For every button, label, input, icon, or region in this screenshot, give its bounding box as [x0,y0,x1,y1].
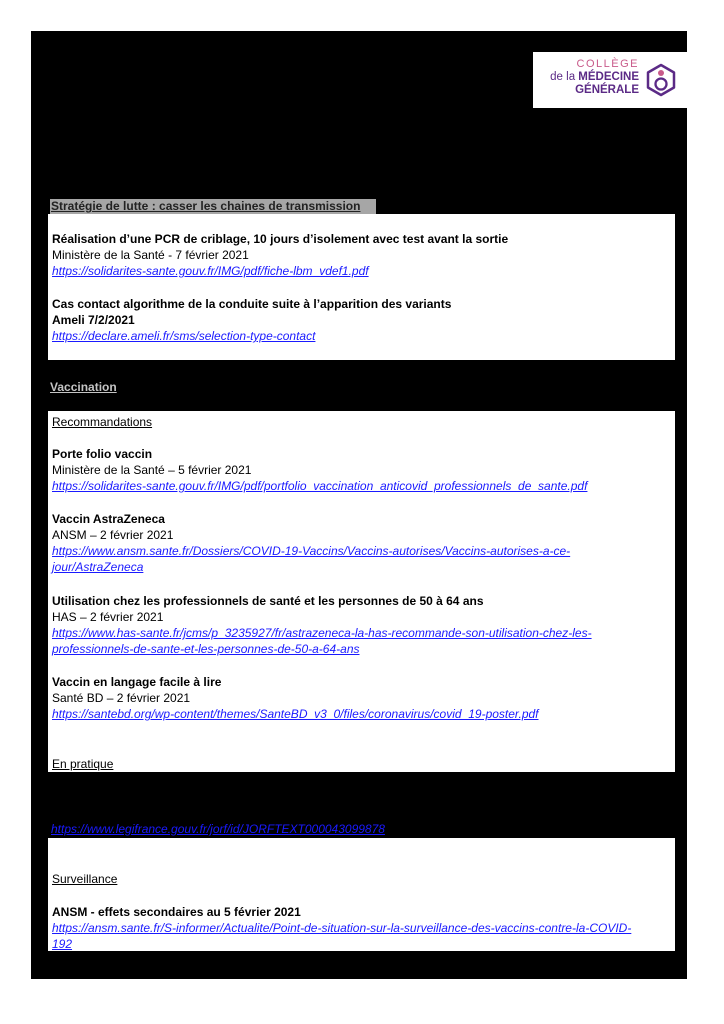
en-pratique-label: En pratique [52,757,114,771]
surveillance-item-ansm [52,904,631,952]
item-link-line-1[interactable]: https://www.ansm.sante.fr/Dossiers/COVID-19-Vaccins/Vaccins-autorises/Vaccins-autorises-a-ce- [52,544,571,558]
strategy-item-pcr [52,231,508,279]
item-source: HAS – 2 février 2021 [52,610,164,624]
logo-line-1: COLLÈGE [576,58,639,70]
item-title: Vaccin en langage facile à lire [52,675,222,689]
item-title: Réalisation d’une PCR de criblage, 10 jours d’isolement avec test avant la sortie [52,232,509,246]
item-source: Santé BD – 2 février 2021 [52,691,191,705]
vaccination-box [48,411,675,772]
item-link-line-1[interactable]: https://www.has-sante.fr/jcms/p_3235927/fr/astrazeneca-la-has-recommande-son-utilisation-chez-les- [52,626,592,640]
item-title: ANSM - effets secondaires au 5 février 2021 [52,905,301,919]
logo-text [550,58,639,97]
item-source: Ministère de la Santé – 5 février 2021 [52,463,252,477]
item-source: Ameli 7/2/2021 [52,313,135,327]
item-link-line-2[interactable]: professionnels-de-sante-et-les-personnes-de-50-a-64-ans [52,642,360,656]
item-link[interactable]: https://declare.ameli.fr/sms/selection-type-contact [52,329,316,343]
vaccin-item-santebd [52,674,539,722]
surveillance-box [48,838,675,951]
logo-line-2a: de la [550,71,579,83]
vaccin-item-portfolio [52,446,587,494]
item-title: Utilisation chez les professionnels de santé et les personnes de 50 à 64 ans [52,594,484,608]
strategy-box [48,214,675,360]
vaccin-item-has [52,593,592,657]
item-link-line-2[interactable]: 192 [52,937,73,951]
item-link-line-1[interactable]: https://ansm.sante.fr/S-informer/Actualite/Point-de-situation-sur-la-surveillance-des-vaccins-contre-la-COVID- [52,921,632,935]
item-link[interactable]: https://santebd.org/wp-content/themes/SanteBD_v3_0/files/coronavirus/covid_19-poster.pdf [52,707,539,721]
logo-line-2b: MÉDECINE [578,71,639,83]
recommandations-label: Recommandations [52,415,153,429]
logo-line-3: GÉNÉRALE [575,84,639,96]
item-title: Cas contact algorithme de la conduite suite à l’apparition des variants [52,297,452,311]
strategy-heading: Stratégie de lutte : casser les chaines de transmission [50,199,376,214]
vaccination-heading: Vaccination [50,380,117,394]
item-link[interactable]: https://solidarites-sante.gouv.fr/IMG/pdf/portfolio_vaccination_anticovid_professionnels_de_sante.pdf [52,479,588,493]
legifrance-link[interactable]: https://www.legifrance.gouv.fr/jorf/id/JORFTEXT000043099878 [51,822,385,836]
item-link-line-2[interactable]: jour/AstraZeneca [52,560,144,574]
hexagon-person-icon [643,62,679,98]
item-title: Porte folio vaccin [52,447,153,461]
strategy-item-contact [52,296,451,344]
item-source: ANSM – 2 février 2021 [52,528,174,542]
cmg-logo [533,52,687,108]
logo-line-2 [550,71,639,84]
item-link[interactable]: https://solidarites-sante.gouv.fr/IMG/pdf/fiche-lbm_vdef1.pdf [52,264,369,278]
vaccin-item-astrazeneca [52,511,570,575]
item-title: Vaccin AstraZeneca [52,512,165,526]
item-source: Ministère de la Santé - 7 février 2021 [52,248,249,262]
surveillance-label: Surveillance [52,872,118,886]
